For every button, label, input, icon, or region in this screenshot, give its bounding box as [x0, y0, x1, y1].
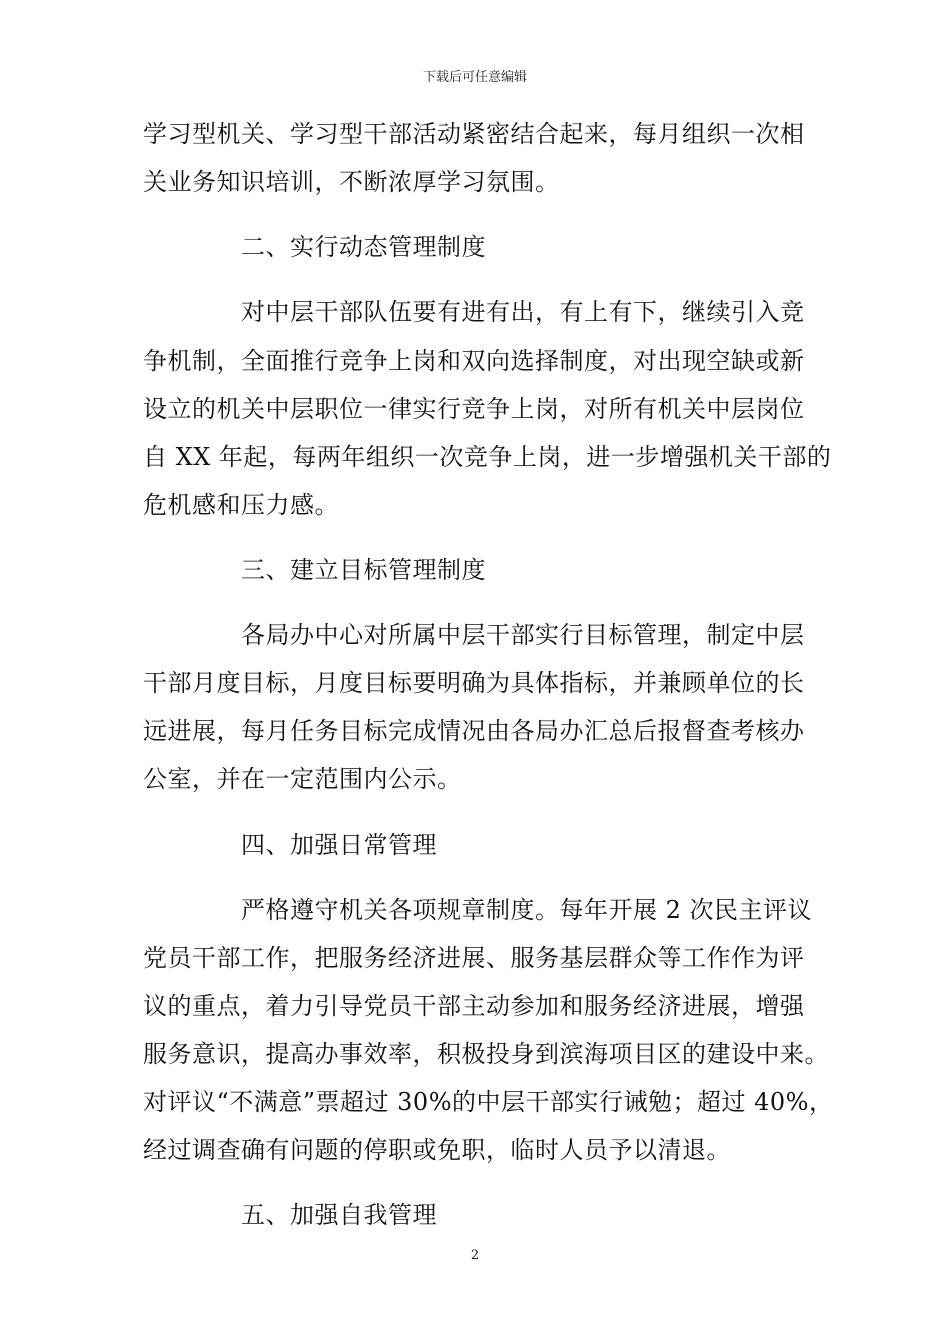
body-line: 服务意识，提高办事效率，积极投身到滨海项目区的建设中来。	[143, 1040, 829, 1068]
body-line: 各局办中心对所属中层干部实行目标管理，制定中层	[241, 621, 805, 649]
body-line: 干部月度目标，月度目标要明确为具体指标，并兼顾单位的长	[143, 669, 805, 697]
body-line: 公室，并在一定范围内公示。	[143, 765, 462, 793]
body-line: 对中层干部队伍要有进有出，有上有下，继续引入竞	[241, 298, 805, 326]
section-heading: 五、加强自我管理	[241, 1201, 437, 1229]
body-line: 危机感和压力感。	[143, 491, 339, 519]
body-line: 自 XX 年起，每两年组织一次竞争上岗，进一步增强机关干部的	[143, 443, 832, 471]
page-header: 下载后可任意编辑	[422, 70, 527, 85]
body-line: 关业务知识培训，不断浓厚学习氛围。	[143, 168, 560, 196]
section-heading: 四、加强日常管理	[241, 831, 437, 859]
body-line: 对评议“不满意”票超过 30%的中层干部实行诫勉；超过 40%，	[143, 1088, 834, 1116]
body-line: 严格遵守机关各项规章制度。每年开展 2 次民主评议	[241, 896, 813, 924]
body-line: 经过调查确有问题的停职或免职，临时人员予以清退。	[143, 1136, 731, 1164]
body-line: 争机制，全面推行竞争上岗和双向选择制度，对出现空缺或新	[143, 347, 805, 375]
section-heading: 二、实行动态管理制度	[241, 233, 486, 261]
body-line: 远进展，每月任务目标完成情况由各局办汇总后报督查考核办	[143, 717, 805, 745]
body-line: 学习型机关、学习型干部活动紧密结合起来，每月组织一次相	[143, 120, 805, 148]
body-line: 设立的机关中层职位一律实行竞争上岗，对所有机关中层岗位	[143, 395, 805, 423]
section-heading: 三、建立目标管理制度	[241, 556, 486, 584]
body-line: 议的重点，着力引导党员干部主动参加和服务经济进展，增强	[143, 992, 805, 1020]
body-line: 党员干部工作，把服务经济进展、服务基层群众等工作作为评	[143, 944, 805, 972]
page-number: 2	[470, 1248, 480, 1263]
